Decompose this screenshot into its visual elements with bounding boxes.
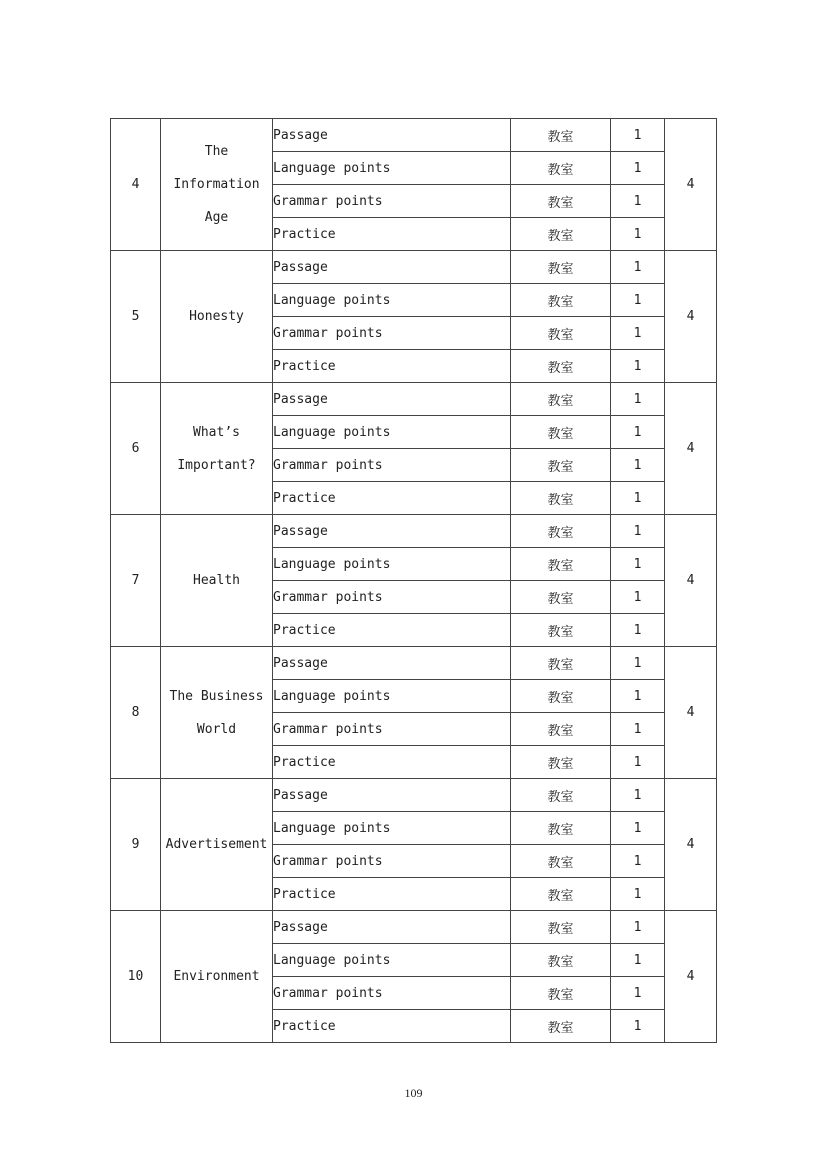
place-cell: 教室 <box>511 647 611 680</box>
unit-title-line: What’s <box>193 424 240 440</box>
unit-number-cell: 10 <box>111 911 161 1043</box>
activity-cell: Language points <box>273 812 511 845</box>
unit-number-cell: 7 <box>111 515 161 647</box>
activity-cell: Language points <box>273 680 511 713</box>
activity-cell: Grammar points <box>273 317 511 350</box>
activity-cell: Grammar points <box>273 977 511 1010</box>
unit-title-line: World <box>196 721 237 737</box>
activity-cell: Practice <box>273 614 511 647</box>
hours-cell: 1 <box>611 713 665 746</box>
unit-number-cell: 9 <box>111 779 161 911</box>
activity-cell: Passage <box>273 383 511 416</box>
unit-title-line: Important? <box>177 457 256 473</box>
total-hours-cell: 4 <box>665 515 717 647</box>
activity-cell: Passage <box>273 779 511 812</box>
hours-cell: 1 <box>611 548 665 581</box>
place-cell: 教室 <box>511 548 611 581</box>
place-cell: 教室 <box>511 515 611 548</box>
hours-cell: 1 <box>611 284 665 317</box>
unit-title-line: Advertisement <box>165 837 268 852</box>
place-cell: 教室 <box>511 713 611 746</box>
place-cell: 教室 <box>511 317 611 350</box>
place-cell: 教室 <box>511 350 611 383</box>
table-row <box>111 515 717 548</box>
hours-cell: 1 <box>611 647 665 680</box>
hours-cell: 1 <box>611 350 665 383</box>
activity-cell: Grammar points <box>273 185 511 218</box>
unit-title-line: Environment <box>173 969 260 984</box>
place-cell: 教室 <box>511 581 611 614</box>
activity-cell: Grammar points <box>273 713 511 746</box>
total-hours-cell: 4 <box>665 647 717 779</box>
place-cell: 教室 <box>511 152 611 185</box>
hours-cell: 1 <box>611 581 665 614</box>
table-row <box>111 383 717 416</box>
place-cell: 教室 <box>511 218 611 251</box>
unit-title-cell <box>161 779 273 911</box>
activity-cell: Language points <box>273 548 511 581</box>
total-hours-cell: 4 <box>665 911 717 1043</box>
place-cell: 教室 <box>511 1010 611 1043</box>
hours-cell: 1 <box>611 944 665 977</box>
activity-cell: Passage <box>273 647 511 680</box>
total-hours-cell: 4 <box>665 779 717 911</box>
activity-cell: Language points <box>273 944 511 977</box>
hours-cell: 1 <box>611 977 665 1010</box>
total-hours-cell: 4 <box>665 251 717 383</box>
activity-cell: Grammar points <box>273 845 511 878</box>
hours-cell: 1 <box>611 1010 665 1043</box>
hours-cell: 1 <box>611 482 665 515</box>
activity-cell: Practice <box>273 1010 511 1043</box>
activity-cell: Passage <box>273 119 511 152</box>
hours-cell: 1 <box>611 746 665 779</box>
place-cell: 教室 <box>511 977 611 1010</box>
activity-cell: Passage <box>273 515 511 548</box>
schedule-body <box>111 119 717 1043</box>
unit-number-cell: 6 <box>111 383 161 515</box>
unit-number-cell: 5 <box>111 251 161 383</box>
activity-cell: Passage <box>273 251 511 284</box>
hours-cell: 1 <box>611 152 665 185</box>
hours-cell: 1 <box>611 185 665 218</box>
unit-title-line: Health <box>193 573 240 588</box>
course-schedule-table <box>110 118 717 1043</box>
hours-cell: 1 <box>611 680 665 713</box>
place-cell: 教室 <box>511 812 611 845</box>
hours-cell: 1 <box>611 119 665 152</box>
place-cell: 教室 <box>511 911 611 944</box>
activity-cell: Practice <box>273 482 511 515</box>
place-cell: 教室 <box>511 251 611 284</box>
place-cell: 教室 <box>511 416 611 449</box>
unit-title-cell <box>161 911 273 1043</box>
place-cell: 教室 <box>511 449 611 482</box>
page-number: 109 <box>404 1086 423 1100</box>
place-cell: 教室 <box>511 680 611 713</box>
activity-cell: Passage <box>273 911 511 944</box>
unit-number-cell: 4 <box>111 119 161 251</box>
hours-cell: 1 <box>611 614 665 647</box>
hours-cell: 1 <box>611 878 665 911</box>
unit-title-cell <box>161 515 273 647</box>
hours-cell: 1 <box>611 383 665 416</box>
unit-title-line: The <box>204 144 229 159</box>
activity-cell: Practice <box>273 746 511 779</box>
place-cell: 教室 <box>511 746 611 779</box>
hours-cell: 1 <box>611 218 665 251</box>
unit-title-cell <box>161 647 273 779</box>
hours-cell: 1 <box>611 449 665 482</box>
place-cell: 教室 <box>511 284 611 317</box>
unit-title-line: Age <box>204 210 229 225</box>
unit-title-line: Honesty <box>189 309 244 324</box>
place-cell: 教室 <box>511 185 611 218</box>
table-row <box>111 647 717 680</box>
unit-title-line: Information <box>173 177 260 192</box>
place-cell: 教室 <box>511 878 611 911</box>
hours-cell: 1 <box>611 515 665 548</box>
place-cell: 教室 <box>511 119 611 152</box>
hours-cell: 1 <box>611 845 665 878</box>
total-hours-cell: 4 <box>665 383 717 515</box>
place-cell: 教室 <box>511 614 611 647</box>
activity-cell: Language points <box>273 284 511 317</box>
unit-number-cell: 8 <box>111 647 161 779</box>
hours-cell: 1 <box>611 779 665 812</box>
activity-cell: Language points <box>273 416 511 449</box>
unit-title-line: The Business <box>169 688 264 704</box>
table-row <box>111 911 717 944</box>
unit-title-cell <box>161 251 273 383</box>
hours-cell: 1 <box>611 812 665 845</box>
hours-cell: 1 <box>611 317 665 350</box>
unit-title-cell <box>161 383 273 515</box>
table-row <box>111 251 717 284</box>
place-cell: 教室 <box>511 482 611 515</box>
activity-cell: Grammar points <box>273 581 511 614</box>
activity-cell: Grammar points <box>273 449 511 482</box>
total-hours-cell: 4 <box>665 119 717 251</box>
hours-cell: 1 <box>611 416 665 449</box>
unit-title-cell <box>161 119 273 251</box>
place-cell: 教室 <box>511 779 611 812</box>
activity-cell: Practice <box>273 218 511 251</box>
activity-cell: Practice <box>273 350 511 383</box>
table-row <box>111 779 717 812</box>
place-cell: 教室 <box>511 383 611 416</box>
hours-cell: 1 <box>611 911 665 944</box>
place-cell: 教室 <box>511 845 611 878</box>
place-cell: 教室 <box>511 944 611 977</box>
activity-cell: Practice <box>273 878 511 911</box>
hours-cell: 1 <box>611 251 665 284</box>
activity-cell: Language points <box>273 152 511 185</box>
table-row <box>111 119 717 152</box>
